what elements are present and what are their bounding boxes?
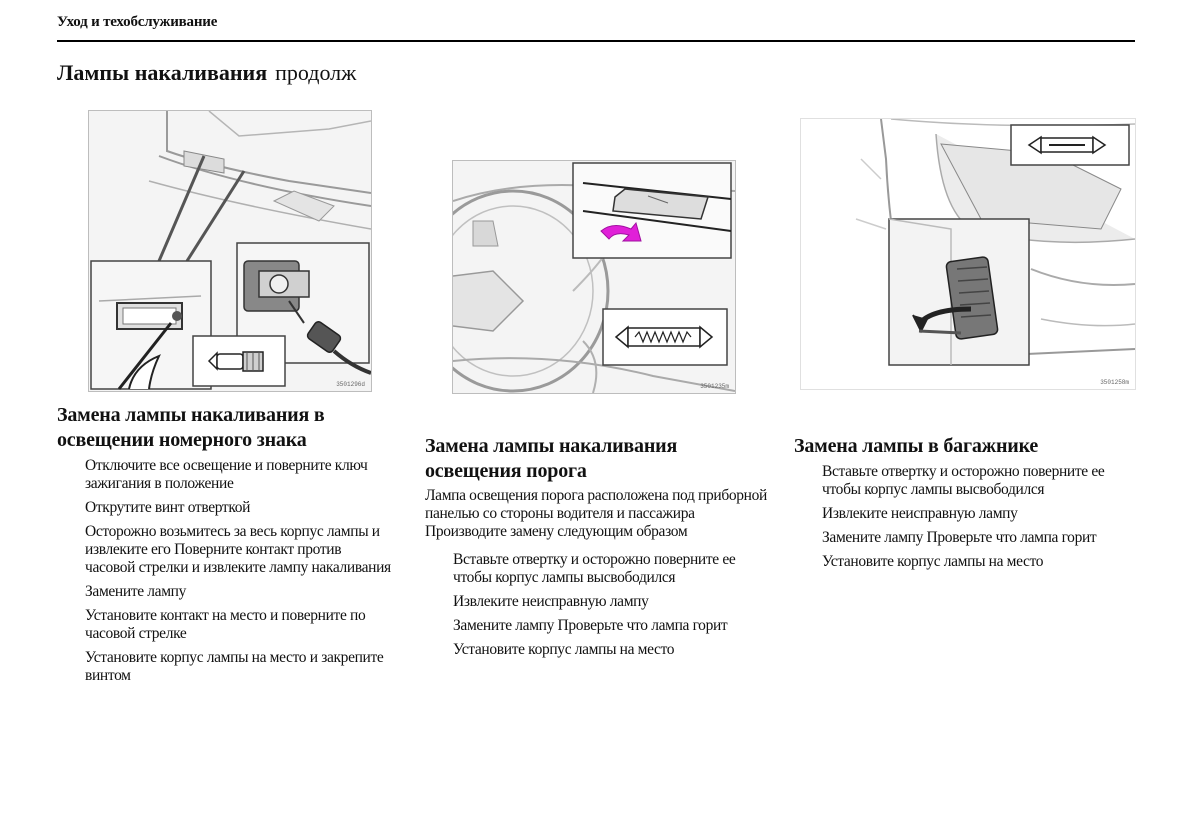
step-item: Установите корпус лампы на место и закрепите винтом <box>85 649 384 684</box>
step-item: Установите корпус лампы на место <box>822 553 1044 570</box>
threshold-lamp-drawing <box>453 161 735 393</box>
step-item: Отключите все освещение и поверните ключ зажигания в положение <box>85 457 368 492</box>
steps-list <box>794 463 1134 571</box>
figure-code: 3501296d <box>336 381 365 388</box>
threshold-intro: Лампа освещения порога расположена под приборной панелью со стороны водителя и пассажира Производите замену следующим образом <box>425 487 767 540</box>
section-title: Уход и техобслуживание <box>57 14 218 30</box>
column-license-plate <box>57 403 392 691</box>
heading-license-plate: Замена лампы накаливания в освещении номерного знака <box>57 404 325 451</box>
steps-list <box>425 551 770 659</box>
license-plate-lamp-illustration <box>88 110 372 392</box>
page-title-main: Лампы накаливания <box>57 60 268 85</box>
heading-threshold: Замена лампы накаливания освещения порога <box>425 435 678 482</box>
figure-code: 3501258m <box>1100 379 1129 386</box>
steps-list <box>57 457 392 685</box>
page-title-continued: продолж <box>275 60 357 85</box>
step-item: Открутите винт отверткой <box>85 499 251 516</box>
step-item: Осторожно возьмитесь за весь корпус лампы и извлеките его Поверните контакт против часовой стрелки и извлеките лампу накаливания <box>85 523 391 576</box>
step-item: Замените лампу Проверьте что лампа горит <box>822 529 1097 546</box>
figure-code: 3501235m <box>700 383 729 390</box>
trunk-lamp-illustration <box>800 118 1136 390</box>
step-item: Установите корпус лампы на место <box>453 641 675 658</box>
column-trunk <box>794 434 1134 577</box>
step-item: Вставьте отвертку и осторожно поверните ее чтобы корпус лампы высвободился <box>822 463 1105 498</box>
step-item: Замените лампу Проверьте что лампа горит <box>453 617 728 634</box>
page-title <box>57 60 356 86</box>
step-item: Установите контакт на место и поверните по часовой стрелке <box>85 607 366 642</box>
step-item: Вставьте отвертку и осторожно поверните ее чтобы корпус лампы высвободился <box>453 551 736 586</box>
trunk-lamp-drawing <box>801 119 1135 389</box>
header-rule <box>57 40 1135 42</box>
threshold-lamp-illustration <box>452 160 736 394</box>
license-plate-lamp-drawing <box>89 111 371 391</box>
step-item: Извлеките неисправную лампу <box>453 593 649 610</box>
step-item: Замените лампу <box>85 583 187 600</box>
heading-trunk: Замена лампы в багажнике <box>794 435 1039 457</box>
column-threshold <box>425 434 770 665</box>
step-item: Извлеките неисправную лампу <box>822 505 1018 522</box>
